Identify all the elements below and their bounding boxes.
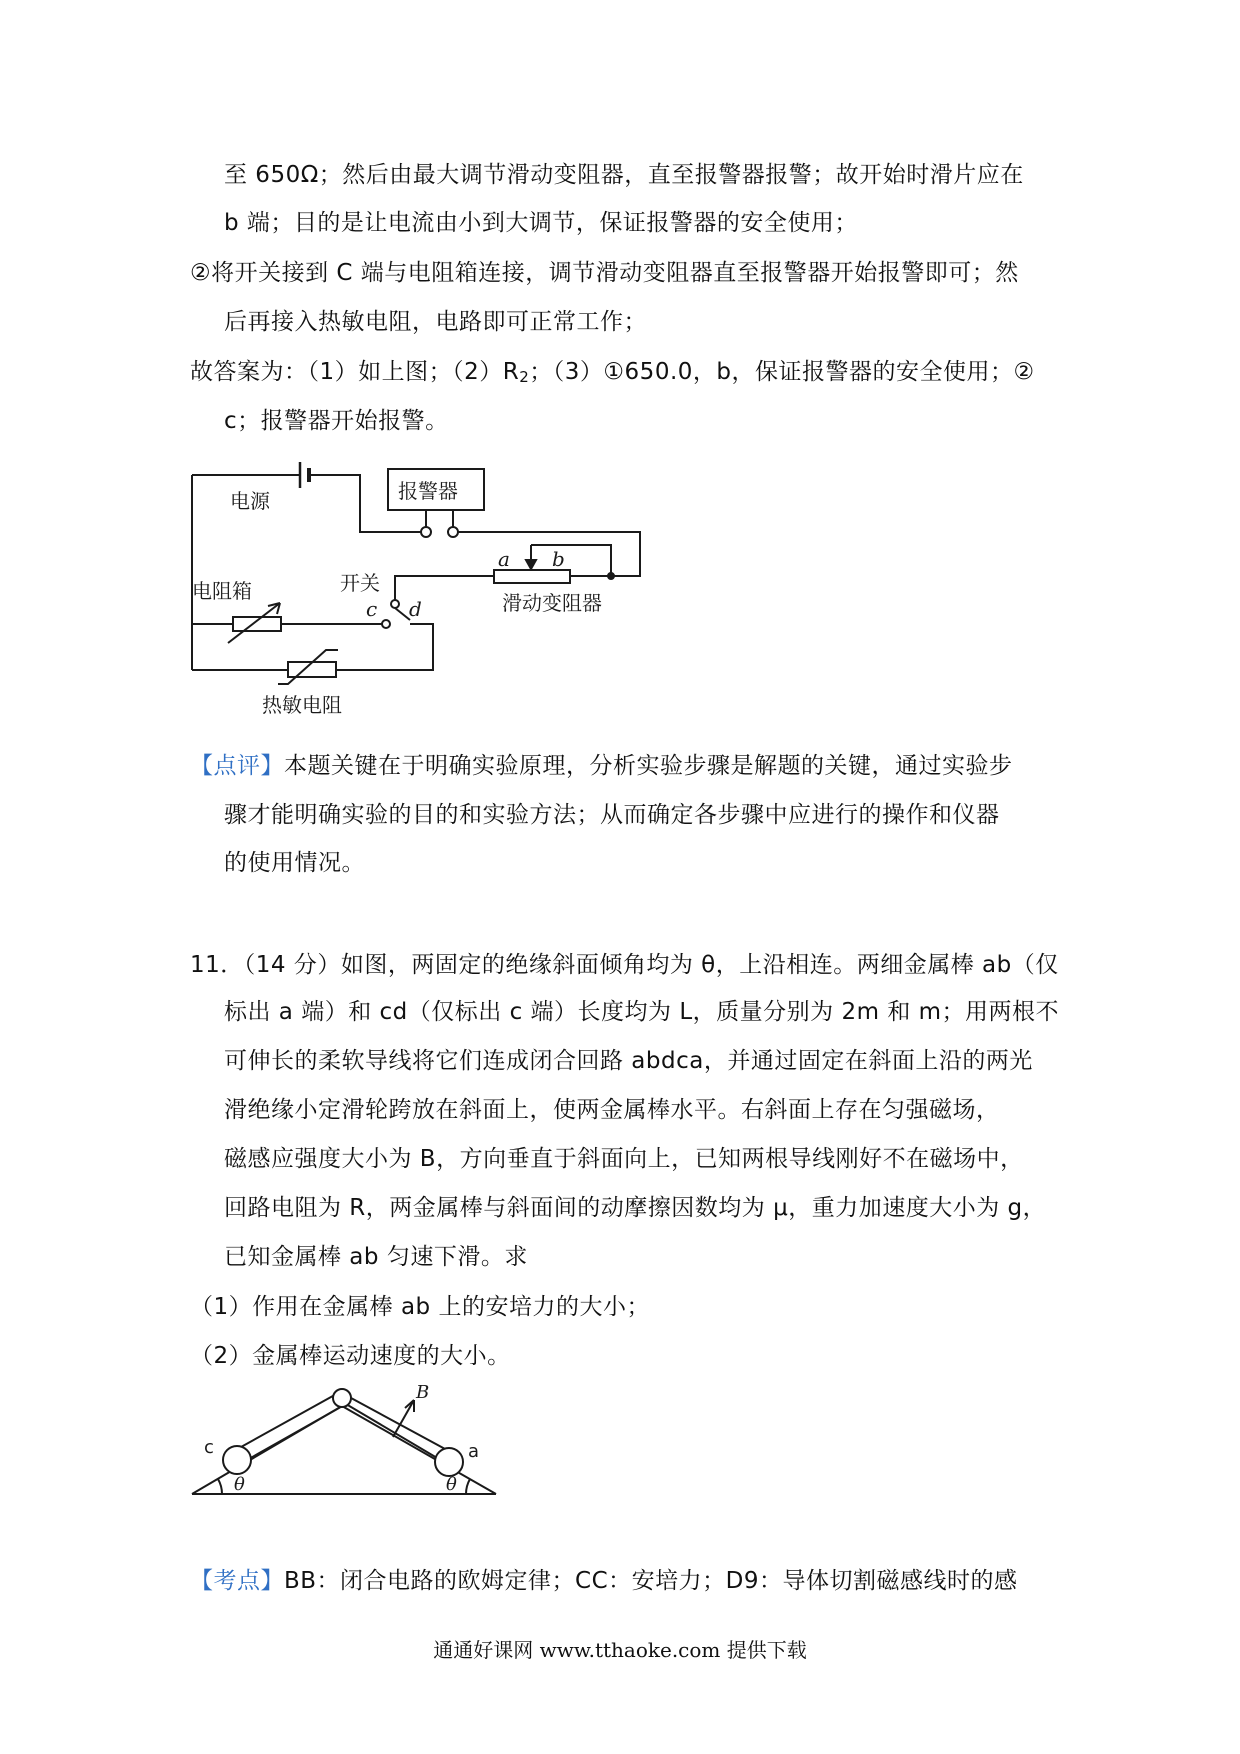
question-line: 11．（14 分）如图，两固定的绝缘斜面倾角均为 θ，上沿相连。两细金属棒 ab（仅 xyxy=(190,952,1059,978)
subscript: 2 xyxy=(519,368,530,386)
circuit-diagram xyxy=(180,458,660,728)
text-line: 的使用情况。 xyxy=(224,850,365,876)
text-line: 后再接入热敏电阻，电路即可正常工作； xyxy=(224,309,647,335)
thermistor-label: 热敏电阻 xyxy=(262,693,342,717)
comment-text: 本题关键在于明确实验原理，分析实验步骤是解题的关键，通过实验步 xyxy=(284,753,1013,779)
resistor-box-label: 电阻箱 xyxy=(192,579,252,603)
answer-part: ；（3）①650.0，b，保证报警器的安全使用；② xyxy=(529,359,1035,385)
theta-left-label: θ xyxy=(234,1474,245,1495)
rod-a-label: a xyxy=(468,1441,480,1462)
question-line: 回路电阻为 R，两金属棒与斜面间的动摩擦因数均为 μ，重力加速度大小为 g， xyxy=(224,1195,1047,1221)
text-line: ②将开关接到 C 端与电阻箱连接，调节滑动变阻器直至报警器开始报警即可；然 xyxy=(190,260,1019,286)
rheostat-label: 滑动变阻器 xyxy=(502,591,602,615)
power-label: 电源 xyxy=(230,489,270,513)
question-part: （1）作用在金属棒 ab 上的安培力的大小； xyxy=(190,1294,650,1320)
kaodian-line xyxy=(190,1566,1018,1596)
text-line: 至 650Ω；然后由最大调节滑动变阻器，直至报警器报警；故开始时滑片应在 xyxy=(224,162,1024,188)
switch-label: 开关 xyxy=(340,571,380,595)
switch-contact-c: c xyxy=(366,597,378,621)
kaodian-tag: 【考点】 xyxy=(190,1568,284,1594)
rheostat-end-b: b xyxy=(552,547,565,571)
comment-tag: 【点评】 xyxy=(190,753,284,779)
text-line: 骤才能明确实验的目的和实验方法；从而确定各步骤中应进行的操作和仪器 xyxy=(224,802,1000,828)
question-part: （2）金属棒运动速度的大小。 xyxy=(190,1343,511,1369)
switch-contact-d: d xyxy=(409,597,422,621)
kaodian-text: BB：闭合电路的欧姆定律；CC：安培力；D9：导体切割磁感线时的感 xyxy=(284,1568,1018,1594)
answer-part: 故答案为：（1）如上图；（2）R xyxy=(190,359,520,385)
rheostat-end-a: a xyxy=(498,547,510,571)
magnetic-field-label: B xyxy=(416,1382,430,1403)
question-line: 标出 a 端）和 cd（仅标出 c 端）长度均为 L，质量分别为 2m 和 m；用两根不 xyxy=(224,999,1060,1025)
question-line: 可伸长的柔软导线将它们连成闭合回路 abdca，并通过固定在斜面上沿的两光 xyxy=(224,1048,1033,1074)
question-line: 已知金属棒 ab 匀速下滑。求 xyxy=(224,1244,528,1270)
comment-line xyxy=(190,751,1013,781)
theta-right-label: θ xyxy=(446,1474,457,1495)
rod-c-label: c xyxy=(204,1437,214,1458)
page-footer: 通通好课网 www.tthaoke.com 提供下载 xyxy=(433,1638,807,1662)
alarm-label: 报警器 xyxy=(398,479,458,503)
incline-diagram xyxy=(190,1382,500,1502)
question-line: 滑绝缘小定滑轮跨放在斜面上，使两金属棒水平。右斜面上存在匀强磁场， xyxy=(224,1097,1000,1123)
text-line: b 端；目的是让电流由小到大调节，保证报警器的安全使用； xyxy=(224,210,858,236)
text-line: c；报警器开始报警。 xyxy=(224,408,449,434)
answer-line xyxy=(190,357,1035,392)
question-line: 磁感应强度大小为 B，方向垂直于斜面向上，已知两根导线刚好不在磁场中， xyxy=(224,1146,1024,1172)
